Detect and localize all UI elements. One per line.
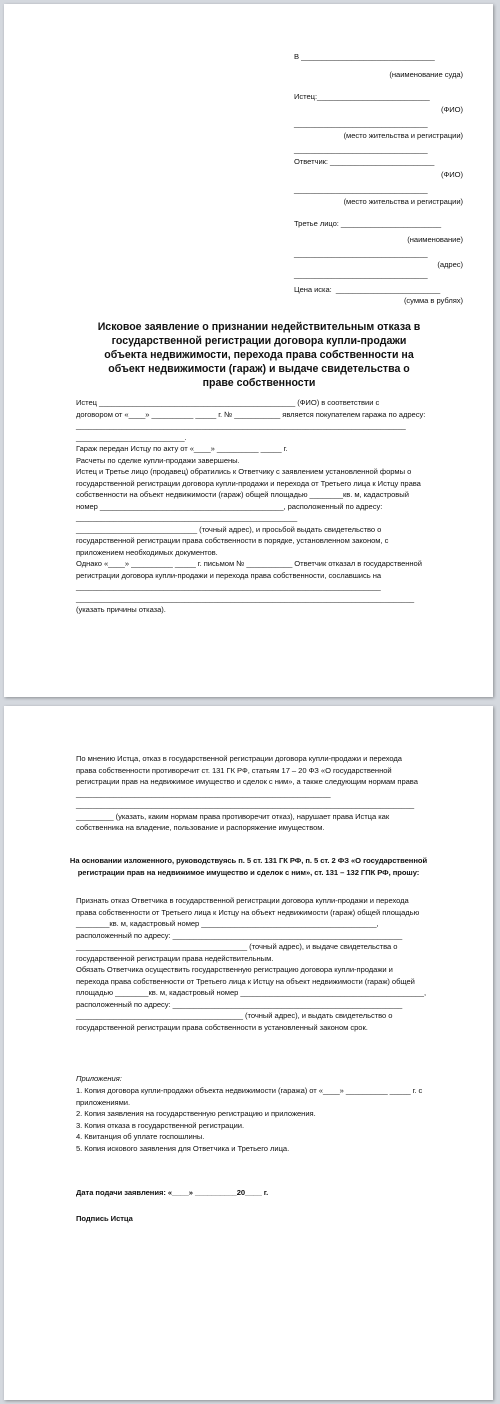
body-line: _________________________________________________________________________ — [76, 582, 381, 591]
blank-line: ________________________________ — [294, 270, 428, 279]
attachments-heading: Приложения: — [76, 1074, 122, 1083]
body-line: регистрации прав на недвижимое имущество и сделок с ним», а также следующим нормам права — [76, 777, 418, 786]
body-line: (указать причины отказа). — [76, 605, 166, 614]
court-caption: (наименование суда) — [389, 70, 463, 79]
defendant-caption: (ФИО) — [441, 170, 463, 179]
document-page-1 — [4, 4, 493, 697]
body-line: _____________________________ (точный адрес), и просьбой выдать свидетельство о — [76, 524, 382, 534]
body-line: _____________________________________________________________ — [76, 788, 331, 798]
blank-line: ________________________________ — [294, 185, 428, 194]
request-line: права собственности от Третьего лица к Истцу на объект недвижимости (гараж) общей площадью — [76, 907, 420, 917]
body-line: Гараж передан Истцу по акту от «____» __________ _____ г. — [76, 444, 288, 453]
blank-line: ________________________________ — [294, 119, 428, 128]
body-line: собственника на владение, пользование и распоряжение имуществом. — [76, 823, 325, 832]
body-line: _____________________________________________________ — [76, 513, 298, 522]
request-line: государственной регистрации права собственности в установленный законом срок. — [76, 1022, 368, 1032]
document-title: Исковое заявление о признании недействительным отказа в государственной регистрации договора купли-продажи объекта недвижимости, перехода права собственности на объект недвижимости (гараж) и выдаче свидетельства о праве собственности — [97, 321, 421, 389]
body-line: _________ (указать, каким нормам права противоречит отказ), нарушает права Истца как — [76, 811, 390, 821]
request-line: ________кв. м, кадастровый номер __________________________________________, — [76, 919, 379, 928]
third-party-line: Третье лицо: ________________________ — [294, 219, 442, 228]
basis-line: На основании изложенного, руководствуясь п. 5 ст. 131 ГК РФ, п. 5 ст. 2 ФЗ «О государственной — [69, 856, 428, 865]
body-line: Истец и Третье лицо (продавец) обратились к Ответчику с заявлением установленной формы о — [76, 467, 412, 476]
body-line: приложением необходимых документов. — [76, 547, 218, 557]
address-caption: (адрес) — [437, 260, 463, 269]
third-party-caption: (наименование) — [407, 235, 463, 244]
attachment-item: 4. Квитанция об уплате госпошлины. — [76, 1132, 205, 1141]
body-line: государственной регистрации права собственности в порядке, установленном законом, с — [76, 536, 389, 545]
body-line: собственности на объект недвижимости (гараж) общей площадью ________кв. м, кадастровый — [76, 490, 409, 499]
document-page-2 — [4, 706, 493, 1400]
body-line: Расчеты по сделке купли-продажи завершены. — [76, 455, 240, 465]
attachment-item: 5. Копия искового заявления для Ответчика и Третьего лица. — [76, 1143, 290, 1153]
residence-caption: (место жительства и регистрации) — [343, 131, 463, 140]
request-line: _________________________________________ (точный адрес), и выдаче свидетельства о — [76, 942, 398, 951]
plaintiff-line: Истец:___________________________ — [294, 92, 430, 101]
attachment-item: 2. Копия заявления на государственную регистрацию и приложения. — [76, 1109, 316, 1118]
attachment-item: 1. Копия договора купли-продажи объекта недвижимости (гаража) от «____» __________ _____ г. с — [76, 1086, 423, 1095]
body-line: договором от «____» __________ _____ г. № ___________ является покупателем гаража по адресу: — [76, 409, 426, 419]
plaintiff-caption: (ФИО) — [441, 105, 463, 114]
submission-date: Дата подачи заявления: «____» __________20____ г. — [76, 1188, 269, 1197]
request-line: Обязать Ответчика осуществить государственную регистрацию договора купли-продажи и — [76, 965, 393, 974]
request-line: ________________________________________ (точный адрес), и выдать свидетельство о — [76, 1011, 393, 1020]
body-line: права собственности противоречит ст. 131 ГК РФ, статьям 17 – 20 ФЗ «О государственной — [76, 765, 392, 775]
claim-price-line: Цена иска: _________________________ — [294, 285, 441, 294]
plaintiff-signature: Подпись Истца — [76, 1214, 133, 1223]
attachment-item: 3. Копия отказа в государственной регистрации. — [76, 1120, 245, 1130]
basis-line: регистрации прав на недвижимое имущество и сделок с ним», ст. 131 – 132 ГПК РФ, прошу: — [77, 867, 420, 877]
body-line: _______________________________________________________________________________ — [76, 421, 406, 430]
body-line: __________________________. — [76, 432, 187, 442]
blank-line: ________________________________ — [294, 249, 428, 258]
residence-caption: (место жительства и регистрации) — [343, 197, 463, 206]
request-line: расположенный по адресу: _______________________________________________________ — [76, 930, 403, 940]
claim-price-caption: (сумма в рублях) — [403, 296, 463, 305]
request-line: государственной регистрации права недействительным. — [76, 953, 274, 963]
body-line: Однако «____» __________ _____ г. письмом № ___________ Ответчик отказал в государственной — [76, 559, 422, 568]
request-line: расположенный по адресу: _______________________________________________________ — [76, 999, 403, 1009]
blank-line: ________________________________ — [294, 145, 428, 154]
body-line: регистрации договора купли-продажи и перехода права собственности, сославшись на — [76, 570, 382, 580]
request-line: перехода права собственности от Третьего лица к Истцу на объект недвижимости (гараж) общей — [76, 976, 415, 986]
body-line: По мнению Истца, отказ в государственной регистрации договора купли-продажи и перехода — [76, 754, 402, 763]
body-line: государственной регистрации договора купли-продажи и перехода от Третьего лица к Истцу права — [76, 478, 421, 488]
body-line: номер ____________________________________________, расположенный по адресу: — [76, 501, 383, 511]
court-line: В ________________________________ — [294, 52, 435, 61]
defendant-line: Ответчик: _________________________ — [294, 157, 435, 166]
body-line: _________________________________________________________________________________ — [76, 800, 415, 809]
body-line: Истец _______________________________________________ (ФИО) в соответствии с — [76, 398, 380, 407]
request-line: Признать отказ Ответчика в государственной регистрации договора купли-продажи и перехода — [76, 896, 409, 905]
request-line: площадью ________кв. м, кадастровый номер ____________________________________________, — [76, 988, 427, 997]
attachment-item: приложениями. — [76, 1097, 131, 1107]
body-line: _________________________________________________________________________________ — [76, 593, 415, 603]
